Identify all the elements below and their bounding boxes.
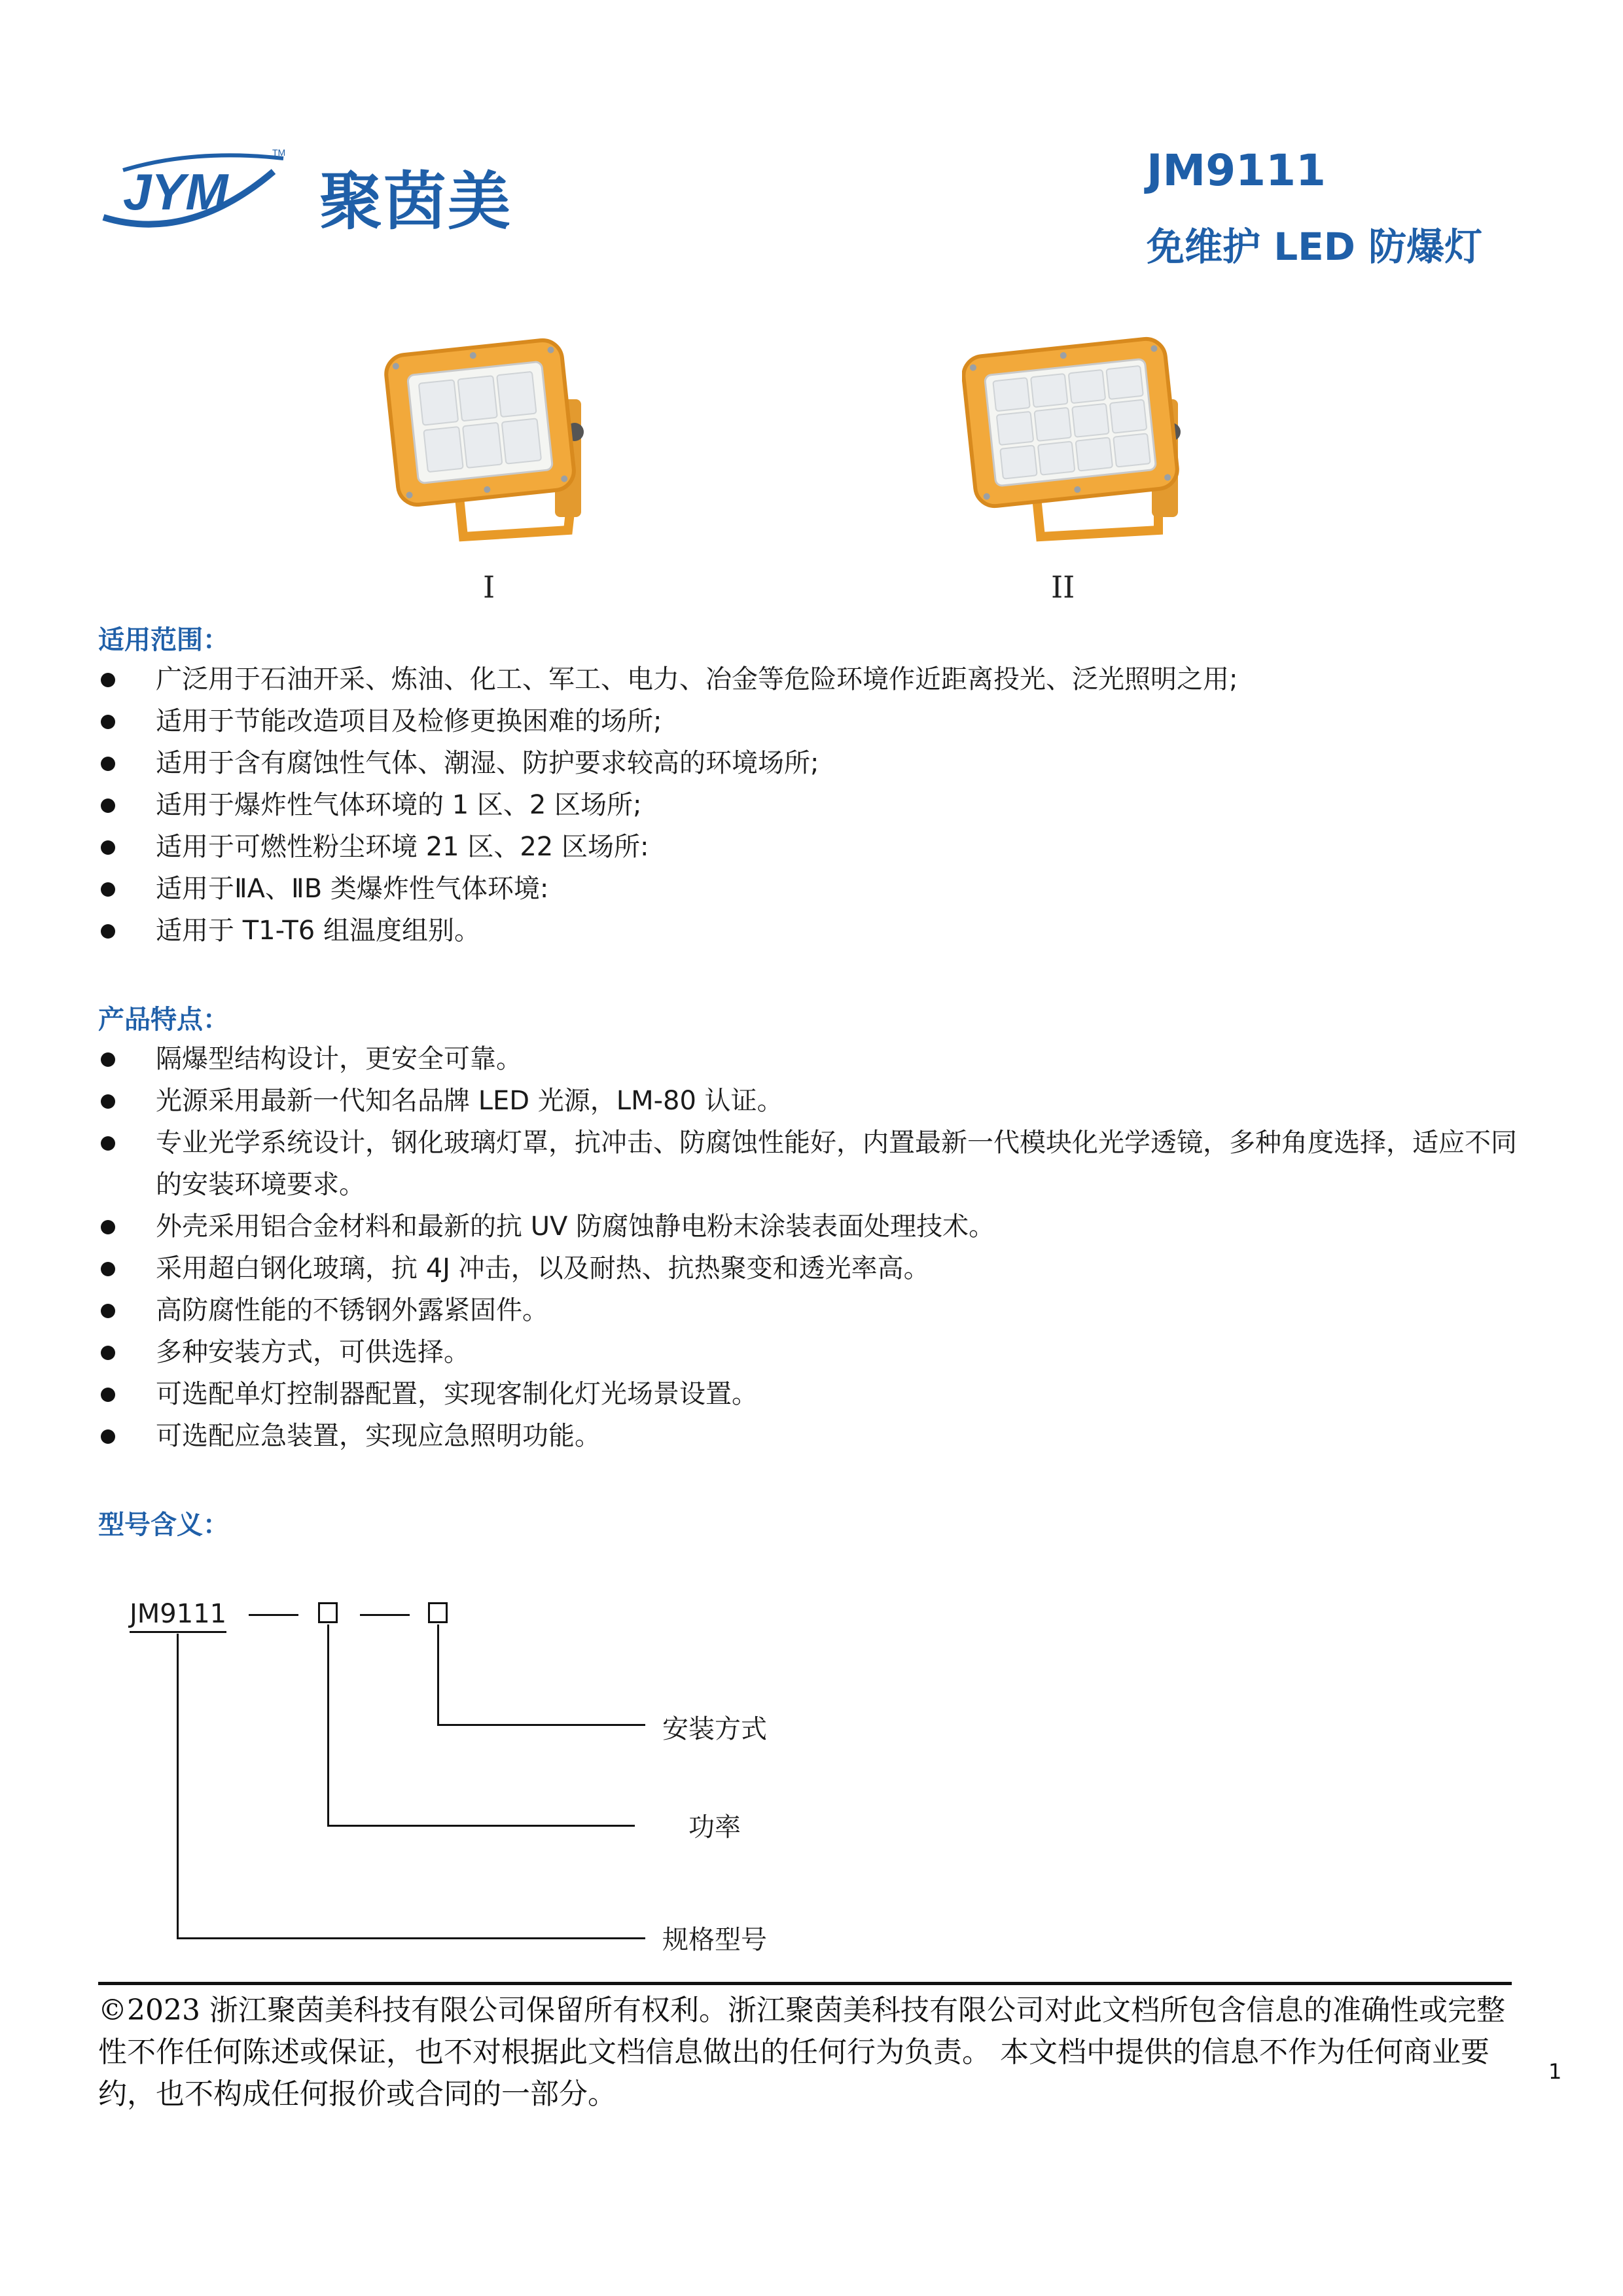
bullet-icon	[101, 1220, 115, 1234]
page-number: 1	[1548, 2059, 1562, 2084]
install-connector-v	[437, 1624, 439, 1725]
model-code-label: JM9111	[130, 1597, 226, 1633]
bullet-icon	[101, 715, 115, 729]
list-item: 适用于含有腐蚀性气体、潮湿、防护要求较高的环境场所;	[98, 742, 1531, 784]
application-list	[98, 658, 1531, 952]
list-item: 可选配单灯控制器配置，实现客制化灯光场景设置。	[98, 1373, 1531, 1415]
bullet-icon	[101, 673, 115, 687]
power-label: 功率	[688, 1812, 741, 1842]
spec-model-label: 规格型号	[662, 1925, 767, 1955]
model-code: JM9111	[1147, 145, 1326, 196]
list-item: 适用于节能改造项目及检修更换困难的场所;	[98, 700, 1531, 742]
bullet-icon	[101, 1388, 115, 1402]
logo-text: JYM	[123, 163, 228, 221]
list-item: 光源采用最新一代知名品牌 LED 光源，LM-80 认证。	[98, 1080, 1531, 1122]
install-method-label: 安装方式	[662, 1714, 767, 1744]
brand-name: 聚茵美	[319, 165, 512, 238]
power-connector-h	[327, 1825, 635, 1827]
bullet-icon	[101, 924, 115, 939]
trademark-mark: TM	[272, 147, 286, 158]
bullet-icon	[101, 1262, 115, 1276]
list-item: 专业光学系统设计，钢化玻璃灯罩，抗冲击、防腐蚀性能好，内置最新一代模块化光学透镜，多种角度选择，适应不同的安装环境要求。	[98, 1122, 1531, 1206]
dash-line-2	[360, 1614, 410, 1616]
list-item: 适用于爆炸性气体环境的 1 区、2 区场所;	[98, 784, 1531, 826]
install-placeholder-box	[428, 1602, 448, 1623]
spec-connector-h	[177, 1937, 645, 1939]
bullet-icon	[101, 882, 115, 897]
product-image-type-1	[378, 321, 607, 556]
bullet-icon	[101, 1304, 115, 1318]
image-caption-1: I	[483, 569, 495, 605]
bullet-icon	[101, 798, 115, 813]
list-item: 外壳采用铝合金材料和最新的抗 UV 防腐蚀静电粉末涂装表面处理技术。	[98, 1206, 1531, 1247]
list-item: 适用于可燃性粉尘环境 21 区、22 区场所:	[98, 826, 1531, 868]
install-connector-h	[437, 1724, 645, 1726]
features-heading: 产品特点：	[98, 1005, 229, 1035]
application-heading: 适用范围：	[98, 625, 229, 655]
bullet-icon	[101, 1136, 115, 1151]
copyright-notice: ©2023 浙江聚茵美科技有限公司保留所有权利。浙江聚茵美科技有限公司对此文档所包含信息的准确性或完整性不作任何陈述或保证，也不对根据此文档信息做出的任何行为负责。 本文档中提供的信息不作为任何商业要约，也不构成任何报价或合同的一部分。	[98, 1994, 1505, 2111]
dash-line-1	[249, 1614, 298, 1616]
list-item: 适用于 T1-T6 组温度组别。	[98, 910, 1531, 952]
list-item: 隔爆型结构设计，更安全可靠。	[98, 1038, 1531, 1080]
bullet-icon	[101, 1429, 115, 1444]
image-caption-2: II	[1051, 569, 1075, 605]
power-placeholder-box	[318, 1602, 338, 1623]
bullet-icon	[101, 1094, 115, 1109]
list-item: 采用超白钢化玻璃，抗 4J 冲击，以及耐热、抗热聚变和透光率高。	[98, 1247, 1531, 1289]
list-item: 多种安装方式，可供选择。	[98, 1331, 1531, 1373]
list-item: 可选配应急装置，实现应急照明功能。	[98, 1415, 1531, 1457]
list-item: 适用于ⅡA、ⅡB 类爆炸性气体环境:	[98, 868, 1531, 910]
spec-connector-v	[177, 1634, 179, 1939]
footer-divider	[98, 1982, 1512, 1985]
power-connector-v	[327, 1624, 329, 1826]
model-meaning-heading: 型号含义：	[98, 1510, 229, 1540]
list-item: 高防腐性能的不锈钢外露紧固件。	[98, 1289, 1531, 1331]
bullet-icon	[101, 757, 115, 771]
features-list	[98, 1038, 1531, 1457]
company-logo	[97, 145, 293, 237]
product-image-type-2	[962, 321, 1191, 556]
bullet-icon	[101, 1346, 115, 1360]
bullet-icon	[101, 1052, 115, 1067]
list-item: 广泛用于石油开采、炼油、化工、军工、电力、冶金等危险环境作近距离投光、泛光照明之用;	[98, 658, 1531, 700]
product-name: 免维护 LED 防爆灯	[1147, 224, 1483, 269]
bullet-icon	[101, 840, 115, 855]
